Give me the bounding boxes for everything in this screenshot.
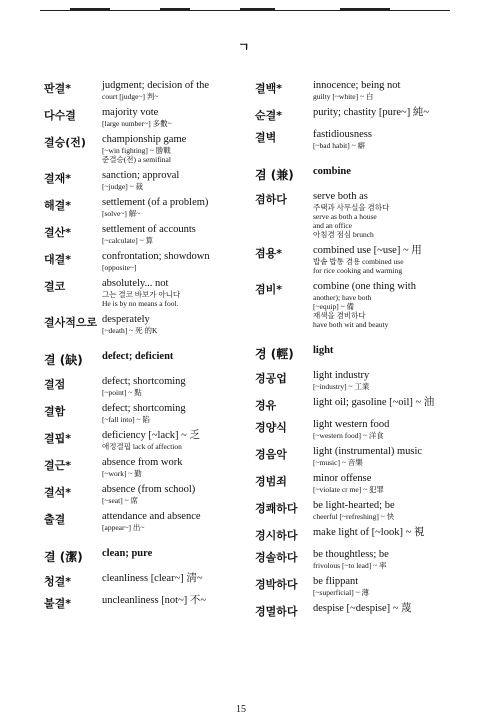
dictionary-entry [255, 549, 460, 570]
headword: 겸용* [255, 247, 283, 260]
definition-subline: [opposite~] [102, 263, 137, 272]
dictionary-entry [255, 281, 460, 329]
dictionary-entry [44, 457, 249, 478]
definition-subline: [~death] ~ 死 的K [102, 326, 158, 335]
dictionary-entry [255, 446, 460, 467]
definition-subline: [~fall into] ~ 陷 [102, 415, 150, 424]
definition [102, 224, 249, 245]
definition-text: light (instrumental) music [313, 446, 423, 457]
dictionary-entry [255, 603, 460, 619]
headword: 불결* [44, 597, 72, 610]
definition [102, 376, 249, 397]
right-column [255, 80, 460, 625]
headword: 겸비* [255, 283, 283, 296]
dictionary-entry [44, 224, 249, 245]
dictionary-entry [255, 107, 460, 123]
definition-text: settlement of accounts [102, 224, 196, 235]
definition-text: deficiency [~lack] ~ 乏 [102, 430, 200, 441]
definition-text: cleanliness [clear~] 淸~ [102, 573, 203, 584]
definition-subline: frivolous [~to lead] ~ 率 [313, 561, 387, 570]
dictionary-entry [44, 278, 249, 308]
definition [102, 314, 249, 335]
headword: 결재* [44, 172, 72, 185]
headword: 결백* [255, 82, 283, 95]
headword: 경유 [255, 399, 277, 412]
definition-text: light industry [313, 370, 370, 381]
definition-subline: 주택과 사무실을 겸하다 [313, 203, 390, 212]
definition-text: championship game [102, 134, 187, 145]
headword: 결사적으로 [44, 316, 98, 329]
headword: 해결* [44, 199, 72, 212]
dictionary-entry [255, 576, 460, 597]
definition-text: despise [~despise] ~ 蔑 [313, 603, 412, 614]
definition-subline: [~win fighting] ~ 勝戰 [102, 146, 171, 155]
definition-subline: [appear~] 出~ [102, 523, 145, 532]
dictionary-entry [44, 430, 249, 451]
definition-subline: 그는 결코 바보가 아니다 [102, 290, 181, 299]
definition-text: sanction; approval [102, 170, 180, 181]
definition-text: be thoughtless; be [313, 549, 389, 560]
dictionary-entry [44, 484, 249, 505]
dictionary-entry [44, 595, 249, 611]
headword: 결점 [44, 378, 66, 391]
definition-subline: [~western food] ~ 洋食 [313, 431, 384, 440]
definition-subline: [~work] ~ 勤 [102, 469, 142, 478]
definition [313, 397, 460, 413]
definition-text: absence (from school) [102, 484, 196, 495]
definition-subline: 밥솥 밥통 겸용 combined use [313, 257, 404, 266]
definition [102, 251, 249, 272]
definition [313, 80, 460, 101]
definition-text: combine (one thing with [313, 281, 416, 292]
definition-subline: 아침겸 점심 brunch [313, 230, 374, 239]
definition [102, 351, 249, 368]
definition-subline: [~music] ~ 音樂 [313, 458, 363, 467]
definition-subline: [~industry] ~ 工業 [313, 382, 370, 391]
definition-text: absence from work [102, 457, 183, 468]
definition-subline: serve as both a house [313, 212, 377, 221]
definition [313, 166, 460, 183]
definition-text: serve both as [313, 191, 368, 202]
definition-subline: [solve~] 解~ [102, 209, 141, 218]
dictionary-entry [255, 473, 460, 494]
left-column [44, 80, 249, 617]
definition [313, 281, 460, 329]
definition [313, 419, 460, 440]
definition [313, 446, 460, 467]
definition-text: combined use [~use] ~ 用 [313, 245, 422, 256]
definition-text: fastidiousness [313, 129, 372, 140]
headword: 결근* [44, 459, 72, 472]
dictionary-entry [44, 80, 249, 101]
headword: 출결 [44, 513, 66, 526]
definition [102, 80, 249, 101]
definition [102, 197, 249, 218]
headword: 겸하다 [255, 193, 287, 206]
headword: 결산* [44, 226, 72, 239]
dictionary-entry [255, 397, 460, 413]
headword: 경 (輕) [255, 347, 294, 361]
definition [102, 511, 249, 532]
headword: 경공업 [255, 372, 287, 385]
definition-subline: [~seat] ~ 席 [102, 496, 139, 505]
headword: 순결* [255, 109, 283, 122]
definition-text: desperately [102, 314, 150, 325]
definition [102, 430, 249, 451]
definition-text: light western food [313, 419, 390, 430]
definition-subline: 애정결핍 lack of affection [102, 442, 182, 451]
definition-subline: [large number~] 多數~ [102, 119, 172, 128]
headword: 경음악 [255, 448, 287, 461]
definition [102, 548, 249, 565]
dictionary-entry [255, 80, 460, 101]
headword: 결코 [44, 280, 66, 293]
definition-text: innocence; being not [313, 80, 401, 91]
top-rule [40, 10, 450, 11]
definition [313, 245, 460, 275]
definition [313, 576, 460, 597]
definition [102, 595, 249, 611]
headword: 결함 [44, 405, 66, 418]
definition-subline: [~bad habit] ~ 癖 [313, 141, 366, 150]
definition [102, 403, 249, 424]
headword: 경범죄 [255, 475, 287, 488]
dictionary-entry [44, 107, 249, 128]
definition-subline: for rice cooking and warming [313, 266, 403, 275]
headword: 경박하다 [255, 578, 298, 591]
dictionary-entry [44, 134, 249, 164]
definition [313, 107, 460, 123]
definition-text: light oil; gasoline [~oil] ~ 油 [313, 397, 435, 408]
dictionary-entry [255, 245, 460, 275]
definition-subline: 재색을 겸비하다 [313, 311, 366, 320]
definition-subline: 준결승(전) a semifinal [102, 155, 171, 164]
definition-text: settlement (of a problem) [102, 197, 209, 208]
definition-subline: have both wit and beauty [313, 320, 389, 329]
dictionary-entry [44, 573, 249, 589]
headword: 경멸하다 [255, 605, 298, 618]
definition-subline: [~calculate] ~ 算 [102, 236, 154, 245]
headword: 경쾌하다 [255, 502, 298, 515]
definition [313, 500, 460, 521]
definition [102, 170, 249, 191]
definition-subline: He is by no means a fool. [102, 299, 179, 308]
definition-text: light [313, 345, 334, 356]
definition [102, 107, 249, 128]
definition-text: purity; chastity [pure~] 純~ [313, 107, 430, 118]
header-letter: ㄱ [238, 40, 250, 54]
definition-subline: [~point] ~ 點 [102, 388, 142, 397]
definition-text: absolutely... not [102, 278, 169, 289]
definition-subline: [~equip] ~ 備 [313, 302, 355, 311]
headword: 판결* [44, 82, 72, 95]
definition-subline: cheerful [~refreshing] ~ 快 [313, 512, 395, 521]
definition-text: be flippant [313, 576, 359, 587]
headword: 대결* [44, 253, 72, 266]
headword: 경시하다 [255, 529, 298, 542]
headword: 결 (潔) [44, 550, 83, 564]
dictionary-entry [44, 511, 249, 532]
dictionary-entry [44, 403, 249, 424]
definition [313, 129, 460, 150]
definition-text: uncleanliness [not~] 不~ [102, 595, 207, 606]
dictionary-entry [44, 251, 249, 272]
dictionary-entry [44, 170, 249, 191]
definition-text: clean; pure [102, 548, 153, 559]
definition-text: combine [313, 166, 351, 177]
definition-subline: and an office [313, 221, 353, 230]
definition-text: make light of [~look] ~ 視 [313, 527, 425, 538]
headword: 결벽 [255, 131, 277, 144]
dictionary-entry [255, 129, 460, 150]
definition [313, 473, 460, 494]
section-heading [255, 166, 460, 183]
headword: 결 (缺) [44, 353, 83, 367]
headword: 결승(전) [44, 136, 86, 149]
headword: 청결* [44, 575, 72, 588]
definition [313, 191, 460, 239]
definition [102, 457, 249, 478]
definition-subline: [~violate cr me] ~ 犯罪 [313, 485, 385, 494]
dictionary-entry [44, 197, 249, 218]
definition [313, 603, 460, 619]
headword: 경양식 [255, 421, 287, 434]
definition-text: attendance and absence [102, 511, 201, 522]
dictionary-entry [255, 500, 460, 521]
section-heading [44, 351, 249, 368]
headword: 결핍* [44, 432, 72, 445]
definition-subline: [~judge] ~ 裁 [102, 182, 144, 191]
section-heading [44, 548, 249, 565]
dictionary-entry [255, 419, 460, 440]
definition-subline: [~superficial] ~ 薄 [313, 588, 370, 597]
dictionary-entry [255, 370, 460, 391]
dictionary-entry [44, 314, 249, 335]
definition-text: defect; shortcoming [102, 403, 186, 414]
section-heading [255, 345, 460, 362]
dictionary-entry [255, 191, 460, 239]
definition [313, 345, 460, 362]
definition-subline: court [judge~] 判~ [102, 92, 159, 101]
definition-subline: guilty [~white] ~ 白 [313, 92, 374, 101]
headword: 겸 (兼) [255, 168, 294, 182]
headword: 경솔하다 [255, 551, 298, 564]
definition [313, 549, 460, 570]
definition-text: defect; shortcoming [102, 376, 186, 387]
definition-text: judgment; decision of the [102, 80, 210, 91]
definition [102, 573, 249, 589]
page-number: 15 [236, 704, 246, 715]
definition-text: be light-hearted; be [313, 500, 395, 511]
dictionary-entry [44, 376, 249, 397]
definition [102, 278, 249, 308]
definition [102, 134, 249, 164]
headword: 다수결 [44, 109, 76, 122]
definition-text: defect; deficient [102, 351, 174, 362]
dictionary-entry [255, 527, 460, 543]
definition-text: majority vote [102, 107, 159, 118]
definition [313, 370, 460, 391]
definition-subline: another); have both [313, 293, 372, 302]
definition [313, 527, 460, 543]
definition-text: minor offense [313, 473, 372, 484]
headword: 결석* [44, 486, 72, 499]
definition [102, 484, 249, 505]
definition-text: confrontation; showdown [102, 251, 210, 262]
